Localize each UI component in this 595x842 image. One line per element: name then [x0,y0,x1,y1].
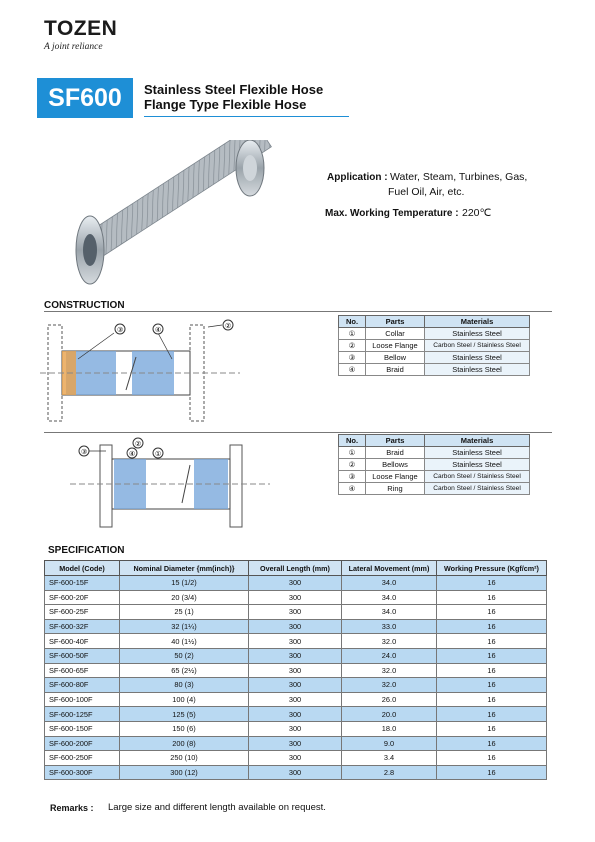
table-row [339,471,530,483]
table-row [339,459,530,471]
specification-body [45,576,547,780]
spec-cell: 16 [437,721,547,736]
product-image [60,140,300,290]
t1-cell: Stainless Steel [425,364,530,376]
table-row [45,634,547,649]
spec-cell: 32 (1¼) [120,619,249,634]
table-row [45,576,547,591]
spec-header-length: Overall Length (mm) [249,561,342,576]
spec-cell: SF-600-200F [45,736,120,751]
spec-cell: 200 (8) [120,736,249,751]
t2-cell: Loose Flange [366,471,425,483]
spec-cell: 16 [437,736,547,751]
t1-header-materials: Materials [425,316,530,328]
spec-cell: 250 (10) [120,751,249,766]
spec-cell: 300 [249,678,342,693]
spec-cell: 9.0 [342,736,437,751]
spec-cell: SF-600-32F [45,619,120,634]
company-logo [44,18,117,53]
spec-cell: SF-600-20F [45,590,120,605]
spec-cell: 300 [249,634,342,649]
spec-cell: SF-600-150F [45,721,120,736]
construction-heading: CONSTRUCTION [44,300,125,311]
spec-cell: 34.0 [342,605,437,620]
table-row [45,707,547,722]
t2-header-materials: Materials [425,435,530,447]
spec-cell: SF-600-15F [45,576,120,591]
table-row [45,765,547,780]
spec-cell: 20.0 [342,707,437,722]
spec-cell: 16 [437,648,547,663]
spec-cell: 300 [249,576,342,591]
spec-cell: 26.0 [342,692,437,707]
spec-cell: 18.0 [342,721,437,736]
t1-cell: Stainless Steel [425,328,530,340]
table-row [45,590,547,605]
construction-rule [44,311,552,312]
t1-header-parts: Parts [366,316,425,328]
temperature-value: 220℃ [462,207,492,219]
t1-cell: ② [339,340,366,352]
spec-cell: 16 [437,707,547,722]
t2-cell: Bellows [366,459,425,471]
spec-cell: 300 [249,707,342,722]
spec-cell: SF-600-65F [45,663,120,678]
specification-table [44,560,547,780]
t2-cell: ③ [339,471,366,483]
spec-cell: SF-600-100F [45,692,120,707]
t2-cell: Carbon Steel / Stainless Steel [425,483,530,495]
spec-cell: 16 [437,619,547,634]
spec-cell: 32.0 [342,663,437,678]
spec-cell: 3.4 [342,751,437,766]
spec-cell: 65 (2½) [120,663,249,678]
t1-header-no: No. [339,316,366,328]
spec-cell: 300 [249,721,342,736]
table-row [339,364,530,376]
table-row [45,692,547,707]
spec-cell: 16 [437,678,547,693]
spec-cell: 16 [437,590,547,605]
table-row [45,663,547,678]
t2-cell: Carbon Steel / Stainless Steel [425,471,530,483]
remarks-text: Large size and different length available on request. [108,802,326,813]
spec-cell: 40 (1½) [120,634,249,649]
spec-cell: 150 (6) [120,721,249,736]
spec-cell: 300 [249,692,342,707]
t1-cell: Braid [366,364,425,376]
application-line-2: Fuel Oil, Air, etc. [388,186,465,198]
spec-header-pressure: Working Pressure (Kgf/cm²) [437,561,547,576]
t2-cell: ② [339,459,366,471]
diagram2-callout-b: ② [135,441,142,448]
spec-cell: 300 [249,605,342,620]
t2-header-no: No. [339,435,366,447]
spec-cell: 125 (5) [120,707,249,722]
construction-table-2 [338,434,530,495]
temperature-label: Max. Working Temperature : [325,208,459,219]
spec-cell: 20 (3/4) [120,590,249,605]
spec-cell: SF-600-250F [45,751,120,766]
t1-cell: ③ [339,352,366,364]
t2-header-parts: Parts [366,435,425,447]
specification-heading: SPECIFICATION [48,545,125,556]
spec-cell: 34.0 [342,590,437,605]
diagram1-callout-b: ④ [155,327,162,334]
table-row [339,352,530,364]
table-row [45,736,547,751]
construction-table-1 [338,315,530,376]
spec-cell: SF-600-25F [45,605,120,620]
t1-cell: Loose Flange [366,340,425,352]
spec-cell: 50 (2) [120,648,249,663]
table-row [45,648,547,663]
t2-cell: Braid [366,447,425,459]
spec-cell: SF-600-300F [45,765,120,780]
spec-cell: 16 [437,663,547,678]
spec-cell: 16 [437,751,547,766]
remarks-label: Remarks : [50,803,94,813]
table-row [339,328,530,340]
spec-header-lateral: Lateral Movement (mm) [342,561,437,576]
table-row [339,483,530,495]
spec-cell: 300 [249,765,342,780]
page-title [144,82,323,112]
t1-cell: ④ [339,364,366,376]
model-badge: SF600 [37,78,133,118]
title-underline [144,116,349,117]
spec-cell: 300 (12) [120,765,249,780]
logo-brand: TOZEN [44,17,118,40]
diagram2-callout-c: ④ [129,451,136,458]
t2-cell: Ring [366,483,425,495]
diagram2-callout-d: ① [155,451,162,458]
table-row [45,721,547,736]
t2-cell: ④ [339,483,366,495]
title-line-1: Stainless Steel Flexible Hose [144,82,324,97]
spec-cell: 300 [249,590,342,605]
diagram1-callout-c: ② [225,323,232,330]
t2-cell: Stainless Steel [425,459,530,471]
spec-cell: 300 [249,663,342,678]
diagram2-callout-a: ③ [81,449,88,456]
spec-cell: 32.0 [342,678,437,693]
spec-header-model: Model (Code) [45,561,120,576]
table-row [45,605,547,620]
spec-cell: 2.8 [342,765,437,780]
title-line-2: Flange Type Flexible Hose [144,97,307,112]
table-row [45,619,547,634]
spec-cell: 300 [249,751,342,766]
t1-cell: Carbon Steel / Stainless Steel [425,340,530,352]
spec-cell: 16 [437,605,547,620]
spec-cell: 16 [437,634,547,649]
spec-header-diameter: Nominal Diameter {mm(inch)} [120,561,249,576]
construction-divider [44,432,552,433]
t1-cell: Collar [366,328,425,340]
spec-cell: 300 [249,619,342,634]
table-row [45,751,547,766]
t1-cell: Bellow [366,352,425,364]
table-row [339,447,530,459]
t2-cell: Stainless Steel [425,447,530,459]
spec-cell: 15 (1/2) [120,576,249,591]
table-row [339,340,530,352]
spec-cell: SF-600-50F [45,648,120,663]
spec-cell: 25 (1) [120,605,249,620]
spec-cell: 300 [249,736,342,751]
spec-cell: 80 (3) [120,678,249,693]
spec-cell: 32.0 [342,634,437,649]
spec-cell: 300 [249,648,342,663]
spec-cell: SF-600-80F [45,678,120,693]
diagram1-callout-a: ③ [117,327,124,334]
spec-cell: 16 [437,765,547,780]
construction-diagram-1 [40,315,240,425]
application-label: Application : [327,172,388,183]
application-line-1: Water, Steam, Turbines, Gas, [390,171,528,183]
spec-cell: 16 [437,576,547,591]
t2-cell: ① [339,447,366,459]
t1-cell: Stainless Steel [425,352,530,364]
construction-diagram-2 [70,437,270,532]
spec-cell: 100 (4) [120,692,249,707]
spec-cell: 24.0 [342,648,437,663]
spec-cell: 16 [437,692,547,707]
spec-cell: SF-600-40F [45,634,120,649]
table-row [45,678,547,693]
spec-cell: 33.0 [342,619,437,634]
t1-cell: ① [339,328,366,340]
spec-cell: 34.0 [342,576,437,591]
logo-tagline: A joint reliance [44,42,103,52]
spec-cell: SF-600-125F [45,707,120,722]
